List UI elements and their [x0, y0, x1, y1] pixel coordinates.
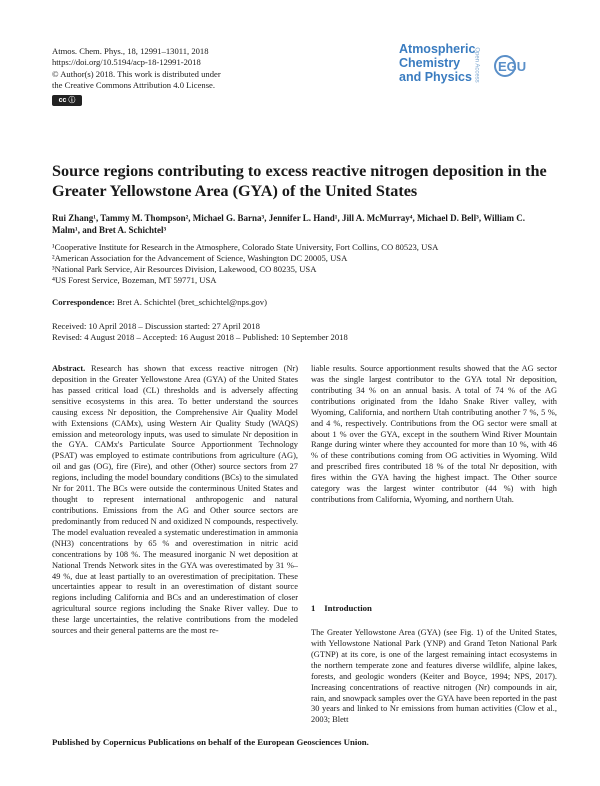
affiliation-2: ²American Association for the Advancement of Science, Washington DC 20005, USA	[52, 253, 348, 264]
correspondence-text[interactable]: Bret A. Schichtel (bret_schichtel@nps.gov)	[117, 297, 267, 307]
section-heading	[311, 603, 372, 613]
abstract-text-right: liable results. Source apportionment results showed that the AG sector was the single largest contributor to the GYA total Nr deposition, contributing 34 % on an annual basis. A total of 74 % of the AG contributions originated from the Idaho Snake River valley, with Wyoming, California, and northern Utah contributing another 7 %, 5 %, and 4 %, respectively. Contributions from the OG sector were small at about 1 % over the GYA, except in the southern Wind River Mountain Range during winter where they accounted for more than 10 %, with 46 % of these contributions coming from OG activities in Wyoming. Wild and prescribed fires contributed 18 % of the total Nr deposition, with fires within the GYA having the highest impact. The Other source category was the largest winter contributor (44 %) with high contributions from California, Wyoming, and northern Utah.	[311, 364, 557, 505]
correspondence	[52, 297, 267, 307]
citation: Atmos. Chem. Phys., 18, 12991–13011, 2018	[52, 46, 209, 56]
abstract-text-left: Research has shown that excess reactive nitrogen (Nr) deposition in the Greater Yellowstone Area (GYA) of the United States has passed critical load (CL) thresholds and is adversely affecting sensitive ecosystems in this area. To better understand the sources causing excess Nr deposition, the Comprehensive Air Quality Model with Extensions (CAMx), using Western Air Quality Study (WAQS) emission and meteorology inputs, was used to simulate Nr deposition in the GYA. CAMx's Particulate Source Apportionment Technology (PSAT) was employed to estimate contributions from agriculture (AG), oil and gas (OG), fire (Fire), and other (Other) source sectors from 27 regions, including the model boundary conditions (BCs) to the simulated Nr for 2011. The BCs were outside the conterminous United States and thought to represent international anthropogenic and natural contributions. Emissions from the AG and Other source sectors are predominantly from reduced N and oxidized N compounds, respectively. The model evaluation revealed a systematic underestimation in ammonia (NH3) concentrations by 65 % and overestimation in nitric acid concentrations by 108 %. The measured inorganic N wet deposition at National Trends Network sites in the GYA was overestimated by 31 %–49 %, due at least partially to an overestimation of precipitation. These uncertainties appear to result in an overestimation of distant source regions including California and BCs and an underestimation of closer agricultural source regions including the Snake River valley. Due to these large uncertainties, the relative contributions from the modeled sources and their general patterns are the most re-	[52, 364, 299, 636]
affiliation-1: ¹Cooperative Institute for Research in the Atmosphere, Colorado State University, Fort Collins, CO 80523, USA	[52, 242, 439, 252]
copyright: © Author(s) 2018. This work is distributed under	[52, 68, 221, 79]
introduction-text: The Greater Yellowstone Area (GYA) (see Fig. 1) of the United States, with Yellowstone National Park (YNP) and Grand Teton National Park (GTNP) at its core, is one of the largest remaining intact ecosystems in the northern temperate zone and features diverse wildlife, alpine lakes, forests, and geologic wonders (Keiter and Boyce, 1994; NPS, 2017). Increasing concentrations of reactive nitrogen (Nr) compounds in air, rain, and snowpack samples over the GYA have been reported in the past 30 years and linked to Nr emissions from human activities (Clow et al., 2003; Blett	[311, 628, 557, 725]
cc-license-icon[interactable]: cc ⓘ	[52, 95, 82, 106]
article-title: Source regions contributing to excess reactive nitrogen deposition in the Greater Yellowstone Area (GYA) of the United States	[52, 162, 547, 200]
abstract-column-left	[52, 364, 298, 637]
egu-logo-icon	[494, 51, 534, 81]
received-dates: Received: 10 April 2018 – Discussion started: 27 April 2018	[52, 321, 260, 331]
published-dates: Revised: 4 August 2018 – Accepted: 16 August 2018 – Published: 10 September 2018	[52, 332, 348, 343]
correspondence-label: Correspondence:	[52, 297, 115, 307]
publisher-footer: Published by Copernicus Publications on behalf of the European Geosciences Union.	[52, 737, 369, 747]
affiliations	[52, 242, 552, 286]
section-title: Introduction	[324, 603, 372, 613]
author-list: Rui Zhang¹, Tammy M. Thompson², Michael G. Barna³, Jennifer L. Hand¹, Jill A. McMurray⁴, Michael D. Bell³, William C. Malm¹, and Bret A. Schichtel³	[52, 213, 526, 235]
svg-text:EGU: EGU	[498, 59, 527, 74]
article-meta	[52, 46, 221, 106]
article-dates	[52, 321, 348, 344]
doi-link[interactable]: https://doi.org/10.5194/acp-18-12991-2018	[52, 57, 201, 68]
abstract-label: Abstract.	[52, 364, 86, 373]
journal-name: Atmospheric Chemistry and Physics	[399, 42, 476, 84]
affiliation-4: ⁴US Forest Service, Bozeman, MT 59771, USA	[52, 275, 217, 286]
abstract-column-right	[311, 364, 557, 506]
license[interactable]: the Creative Commons Attribution 4.0 License.	[52, 80, 216, 91]
affiliation-3: ³National Park Service, Air Resources Division, Lakewood, CO 80235, USA	[52, 264, 317, 275]
section-number: 1	[311, 603, 316, 613]
open-access-label: Open Access	[473, 47, 480, 83]
